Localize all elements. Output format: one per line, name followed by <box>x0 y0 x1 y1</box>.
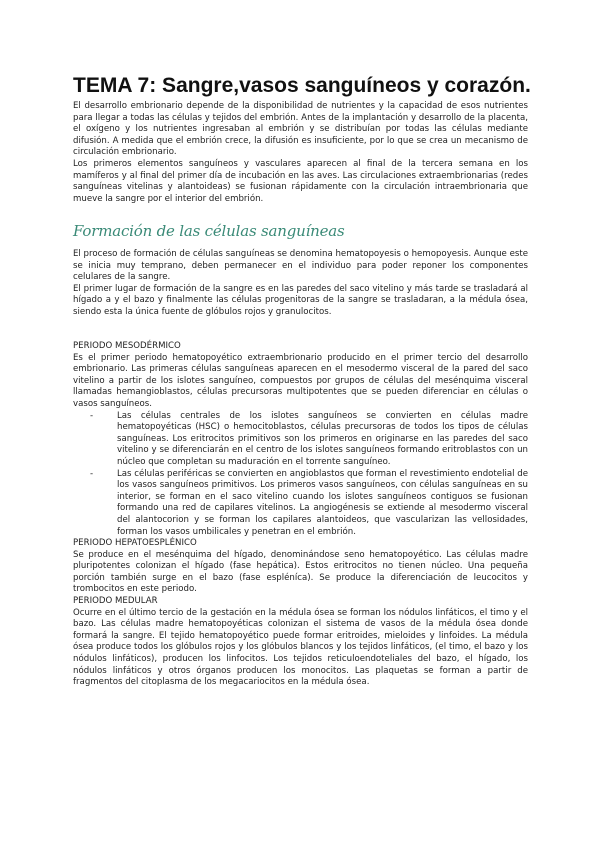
list-item <box>90 411 528 469</box>
bullet-text: Las células periféricas se convierten en angioblastos que forman el revestimiento endotelial de los vasos sanguíneos primitivos. Los primeros vasos sanguíneos, con células sanguíneas en su interior, se forman en el saco vitelino cuando los islotes sanguíneos contiguos se fusionan formando una red de capilares vitelinos. La angiogénesis se extiende al mesodermo visceral del alantocorion y se forman los capilares alantoideos, que vascularizan las vellosidades, forman los vasos umbilicales y penetran en el embrión. <box>117 468 528 537</box>
hepatoesplenico-paragraph: Se produce en el mesénquima del hígado, denominándose seno hematopoyético. Las células madre pluripotentes colonizan el hígado (fase hepática). Estos eritrocitos no tienen núcleo. Una pequeña porción también surge en el bazo (fase espléníca). Se produce la diferenciación de leucocitos y trombocitos en este periodo. <box>73 549 528 595</box>
medular-paragraph: Ocurre en el último tercio de la gestación en la médula ósea se forman los nódulos linfáticos, el timo y el bazo. Las células madre hematopoyéticas colonizan el sistema de vasos de la médula ósea donde formará la sangre. El tejido hematopoyético puede formar eritroides, mieloides y linfoides. La médula ósea produce todos los glóbulos rojos y los glóbulos blancos y los tejidos linfáticos, (el timo, el bazo y los nódulos linfáticos), producen los linfocitos. Los tejidos reticuloendoteliales del bazo, el hígado, los nódulos linfáticos y otros órganos producen los monocitos. Las plaquetas se forman a partir de fragmentos del citoplasma de los megacariocitos en la médula ósea. <box>73 607 528 688</box>
page-title <box>73 74 533 98</box>
formation-section <box>73 249 528 319</box>
formation-paragraph-2: El primer lugar de formación de la sangre es en las paredes del saco vitelino y más tarde se trasladará al hígado a y el bazo y finalmente las células progenitoras de la sangre se trasladaran, a la médula ósea, siendo esta la única fuente de glóbulos rojos y granulocitos. <box>73 283 528 317</box>
medular-heading: PERIODO MEDULAR <box>73 596 158 607</box>
intro-paragraph-1: El desarrollo embrionario depende de la disponibilidad de nutrientes y la capacidad de esos nutrientes para llegar a todas las células y tejidos del embrión. Antes de la implantación y desarrollo de la placenta, el oxígeno y los nutrientes ingresaban al embrión y se distribuían por todas las células mediante difusión. A medida que el embrión crece, la difusión es insuficiente, por lo que se crea un mecanismo de circulación embrionario. <box>73 101 528 158</box>
title-tema: TEMA 7 <box>73 74 150 97</box>
intro-paragraph-2: Los primeros elementos sanguíneos y vasculares aparecen al final de la tercera semana en los mamíferos y al final del primer día de incubación en las aves. Las circulaciones extraembrionarias (redes sanguíneas vitelinas y alantoideas) se fusionan rápidamente con la circulación intraembrionaria que mueve la sangre por el interior del embrión. <box>73 158 528 204</box>
intro-section <box>73 101 528 205</box>
section-heading-formation: Formación de las células sanguíneas <box>73 222 345 240</box>
mesodermico-section <box>73 341 528 689</box>
mesodermico-paragraph: Es el primer periodo hematopoyético extraembrionario producido en el primer tercio del desarrollo embrionario. Las primeras células sanguíneas aparecen en el mesodermo visceral de la pared del saco vitelino a partir de los islotes sanguíneo, compuestos por grupos de células del mesénquima visceral llamadas hemangioblastos, células precursoras multipotentes que se pueden diferenciar en células o vasos sanguíneos. <box>73 352 528 409</box>
bullet-dash: - <box>90 410 94 421</box>
bullet-text: Las células centrales de los islotes sanguíneos se convierten en células madre hematopoyéticas (HSC) o hemocitoblastos, células precursoras de todos los tipos de células sanguíneas. Los eritrocitos primitivos son los primeros en originarse en las paredes del saco vitelino y se diferenciarán en el centro de los islotes sanguíneos formando eritroblastos con un núcleo que completan su maduración en el torrente sanguíneo. <box>117 410 528 467</box>
list-item <box>90 469 528 539</box>
mesodermico-heading: PERIODO MESODÉRMICO <box>73 341 181 351</box>
bullet-dash: - <box>90 468 94 479</box>
title-rest: : Sangre,vasos sanguíneos y corazón. <box>149 74 531 97</box>
mesodermico-bullet-list <box>73 411 528 539</box>
hepatoesplenico-heading: PERIODO HEPATOESPLÉNICO <box>73 538 197 549</box>
formation-paragraph-1: El proceso de formación de células sanguíneas se denomina hematopoyesis o hemopoyesis. Aunque este se inicia muy temprano, deben permanecer en el individuo para poder reponer los componentes celulares de la sangre. <box>73 249 528 283</box>
